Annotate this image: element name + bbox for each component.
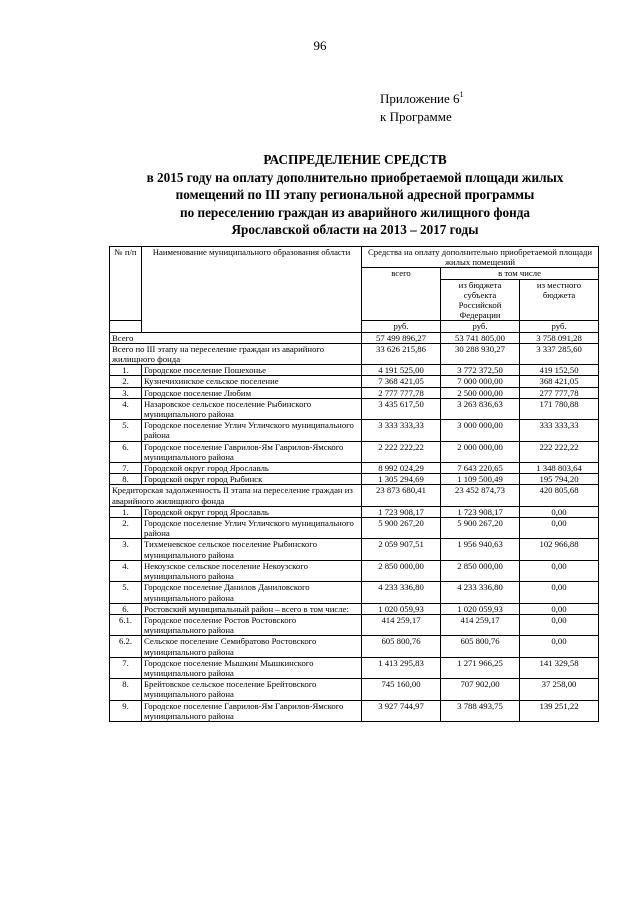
header-funds: Средства на оплату дополнительно приобретаемой площади жилых помещений bbox=[362, 247, 599, 268]
row-name: Всего bbox=[110, 332, 362, 343]
table-row bbox=[110, 387, 599, 398]
row-federal: 414 259,17 bbox=[441, 614, 520, 635]
row-number: 3. bbox=[110, 387, 142, 398]
row-federal: 5 900 267,20 bbox=[441, 518, 520, 539]
title-line: РАСПРЕДЕЛЕНИЕ СРЕДСТВ bbox=[263, 152, 447, 167]
table-row bbox=[110, 539, 599, 560]
row-federal: 2 500 000,00 bbox=[441, 387, 520, 398]
table-row bbox=[110, 365, 599, 376]
row-number: 9. bbox=[110, 700, 142, 721]
row-local: 0,00 bbox=[520, 506, 599, 517]
row-federal: 3 000 000,00 bbox=[441, 420, 520, 441]
table-row bbox=[110, 376, 599, 387]
row-total: 2 059 907,51 bbox=[362, 539, 441, 560]
table-row bbox=[110, 332, 599, 343]
row-federal: 1 723 908,17 bbox=[441, 506, 520, 517]
page-number: 96 bbox=[313, 38, 327, 53]
row-name: Назаровское сельское поселение Рыбинского муниципального района bbox=[142, 398, 362, 419]
row-local: 368 421,05 bbox=[520, 376, 599, 387]
table-row bbox=[110, 603, 599, 614]
table-row bbox=[110, 506, 599, 517]
row-number: 5. bbox=[110, 582, 142, 603]
table-row bbox=[110, 560, 599, 581]
row-number: 6. bbox=[110, 603, 142, 614]
header-incl: в том числе bbox=[441, 268, 599, 279]
row-total: 1 723 908,17 bbox=[362, 506, 441, 517]
row-number: 8. bbox=[110, 474, 142, 485]
table-row bbox=[110, 582, 599, 603]
row-local: 222 222,22 bbox=[520, 441, 599, 462]
distribution-table bbox=[109, 246, 599, 722]
title-line: по переселению граждан из аварийного жилищного фонда bbox=[179, 204, 530, 220]
row-name: Ростовский муниципальный район – всего в том числе: bbox=[142, 603, 362, 614]
row-number: 1. bbox=[110, 365, 142, 376]
row-local: 0,00 bbox=[520, 603, 599, 614]
header-name: Наименование муниципального образования области bbox=[142, 247, 362, 333]
row-federal: 707 902,00 bbox=[441, 679, 520, 700]
row-name: Брейтовское сельское поселение Брейтовского муниципального района bbox=[142, 679, 362, 700]
row-federal: 53 741 805,00 bbox=[441, 332, 520, 343]
row-name: Городское поселение Любим bbox=[142, 387, 362, 398]
table-header bbox=[110, 247, 599, 333]
row-number: 2. bbox=[110, 376, 142, 387]
row-total: 5 900 267,20 bbox=[362, 518, 441, 539]
unit-federal: руб. bbox=[441, 321, 520, 332]
row-federal: 605 800,76 bbox=[441, 636, 520, 657]
row-local: 0,00 bbox=[520, 614, 599, 635]
row-name: Городское поселение Углич Угличского муниципального района bbox=[142, 420, 362, 441]
table-row bbox=[110, 518, 599, 539]
row-total: 8 992 024,29 bbox=[362, 463, 441, 474]
row-federal: 30 288 930,27 bbox=[441, 343, 520, 364]
row-number: 6. bbox=[110, 441, 142, 462]
row-number: 3. bbox=[110, 539, 142, 560]
row-number: 4. bbox=[110, 398, 142, 419]
row-name: Городское поселение Углич Угличского муниципального района bbox=[142, 518, 362, 539]
row-federal: 7 643 220,65 bbox=[441, 463, 520, 474]
row-number: 6.1. bbox=[110, 614, 142, 635]
row-number: 5. bbox=[110, 420, 142, 441]
header-num-unit bbox=[110, 321, 142, 332]
row-federal: 23 452 874,73 bbox=[441, 485, 520, 506]
row-local: 0,00 bbox=[520, 518, 599, 539]
row-total: 3 333 333,33 bbox=[362, 420, 441, 441]
row-name: Городской округ город Ярославль bbox=[142, 463, 362, 474]
table-row bbox=[110, 441, 599, 462]
row-name: Городское поселение Гаврилов-Ям Гаврилов-Ямского муниципального района bbox=[142, 700, 362, 721]
row-local: 0,00 bbox=[520, 582, 599, 603]
table-row bbox=[110, 343, 599, 364]
row-local: 3 337 285,60 bbox=[520, 343, 599, 364]
row-total: 3 435 617,50 bbox=[362, 398, 441, 419]
row-number: 4. bbox=[110, 560, 142, 581]
row-name: Всего по III этапу на переселение граждан из аварийного жилищного фонда bbox=[110, 343, 362, 364]
row-local: 420 805,68 bbox=[520, 485, 599, 506]
row-local: 1 348 803,64 bbox=[520, 463, 599, 474]
appendix-subline: к Программе bbox=[380, 109, 452, 124]
row-name: Городское поселение Данилов Даниловского муниципального района bbox=[142, 582, 362, 603]
row-total: 1 413 295,83 bbox=[362, 657, 441, 678]
row-name: Городское поселение Ростов Ростовского муниципального района bbox=[142, 614, 362, 635]
table-row bbox=[110, 463, 599, 474]
table-row bbox=[110, 636, 599, 657]
appendix-note bbox=[380, 86, 464, 126]
row-federal: 3 772 372,50 bbox=[441, 365, 520, 376]
row-total: 2 222 222,22 bbox=[362, 441, 441, 462]
table-row bbox=[110, 679, 599, 700]
header-total: всего bbox=[362, 268, 441, 321]
table-row bbox=[110, 398, 599, 419]
row-total: 4 191 525,00 bbox=[362, 365, 441, 376]
row-name: Городской округ город Рыбинск bbox=[142, 474, 362, 485]
row-federal: 1 956 940,63 bbox=[441, 539, 520, 560]
row-number: 1. bbox=[110, 506, 142, 517]
row-federal: 7 000 000,00 bbox=[441, 376, 520, 387]
row-local: 195 794,20 bbox=[520, 474, 599, 485]
row-total: 414 259,17 bbox=[362, 614, 441, 635]
title-line: в 2015 году на оплату дополнительно приобретаемой площади жилых bbox=[146, 169, 564, 185]
row-federal: 2 000 000,00 bbox=[441, 441, 520, 462]
row-total: 1 020 059,93 bbox=[362, 603, 441, 614]
row-total: 3 927 744,97 bbox=[362, 700, 441, 721]
row-number: 2. bbox=[110, 518, 142, 539]
row-total: 33 626 215,86 bbox=[362, 343, 441, 364]
row-number: 7. bbox=[110, 463, 142, 474]
row-name: Городской округ город Ярославль bbox=[142, 506, 362, 517]
row-name: Кузнечихинское сельское поселение bbox=[142, 376, 362, 387]
table-row bbox=[110, 614, 599, 635]
row-total: 605 800,76 bbox=[362, 636, 441, 657]
row-total: 745 160,00 bbox=[362, 679, 441, 700]
row-federal: 2 850 000,00 bbox=[441, 560, 520, 581]
row-name: Кредиторская задолженность II этапа на переселение граждан из аварийного жилищного фонда bbox=[110, 485, 362, 506]
appendix-label: Приложение 6 bbox=[380, 91, 460, 106]
row-local: 37 258,00 bbox=[520, 679, 599, 700]
row-name: Городское поселение Пошехонье bbox=[142, 365, 362, 376]
row-total: 2 850 000,00 bbox=[362, 560, 441, 581]
unit-local: руб. bbox=[520, 321, 599, 332]
appendix-superscript: 1 bbox=[459, 90, 464, 99]
title-line: помещений по III этапу региональной адресной программы bbox=[175, 187, 535, 203]
row-local: 333 333,33 bbox=[520, 420, 599, 441]
row-local: 141 329,58 bbox=[520, 657, 599, 678]
row-local: 419 152,50 bbox=[520, 365, 599, 376]
row-local: 277 777,78 bbox=[520, 387, 599, 398]
row-total: 1 305 294,69 bbox=[362, 474, 441, 485]
row-total: 2 777 777,78 bbox=[362, 387, 441, 398]
row-name: Городское поселение Мышкин Мышкинского муниципального района bbox=[142, 657, 362, 678]
row-name: Городское поселение Гаврилов-Ям Гаврилов-Ямского муниципального района bbox=[142, 441, 362, 462]
table-row bbox=[110, 485, 599, 506]
row-name: Тихменевское сельское поселение Рыбинского муниципального района bbox=[142, 539, 362, 560]
row-total: 7 368 421,05 bbox=[362, 376, 441, 387]
row-number: 6.2. bbox=[110, 636, 142, 657]
header-num: № п/п bbox=[110, 247, 142, 321]
table-row bbox=[110, 657, 599, 678]
row-number: 8. bbox=[110, 679, 142, 700]
table-body bbox=[110, 332, 599, 721]
unit-total: руб. bbox=[362, 321, 441, 332]
row-local: 0,00 bbox=[520, 560, 599, 581]
row-name: Некоузское сельское поселение Некоузского муниципального района bbox=[142, 560, 362, 581]
row-total: 23 873 680,41 bbox=[362, 485, 441, 506]
row-federal: 4 233 336,80 bbox=[441, 582, 520, 603]
row-local: 3 758 091,28 bbox=[520, 332, 599, 343]
document-title bbox=[60, 151, 640, 239]
header-local: из местного бюджета bbox=[520, 279, 599, 321]
row-name: Сельское поселение Семибратово Ростовского муниципального района bbox=[142, 636, 362, 657]
row-number: 7. bbox=[110, 657, 142, 678]
row-local: 171 780,88 bbox=[520, 398, 599, 419]
row-federal: 1 109 500,49 bbox=[441, 474, 520, 485]
table-row bbox=[110, 700, 599, 721]
table-row bbox=[110, 420, 599, 441]
row-local: 0,00 bbox=[520, 636, 599, 657]
row-federal: 3 263 836,63 bbox=[441, 398, 520, 419]
row-federal: 1 020 059,93 bbox=[441, 603, 520, 614]
row-local: 102 966,88 bbox=[520, 539, 599, 560]
table-row bbox=[110, 474, 599, 485]
row-federal: 1 271 966,25 bbox=[441, 657, 520, 678]
row-local: 139 251,22 bbox=[520, 700, 599, 721]
header-federal: из бюджета субъекта Российской Федерации bbox=[441, 279, 520, 321]
title-line: Ярославской области на 2013 – 2017 годы bbox=[231, 222, 479, 238]
row-total: 57 499 896,27 bbox=[362, 332, 441, 343]
row-total: 4 233 336,80 bbox=[362, 582, 441, 603]
row-federal: 3 788 493,75 bbox=[441, 700, 520, 721]
